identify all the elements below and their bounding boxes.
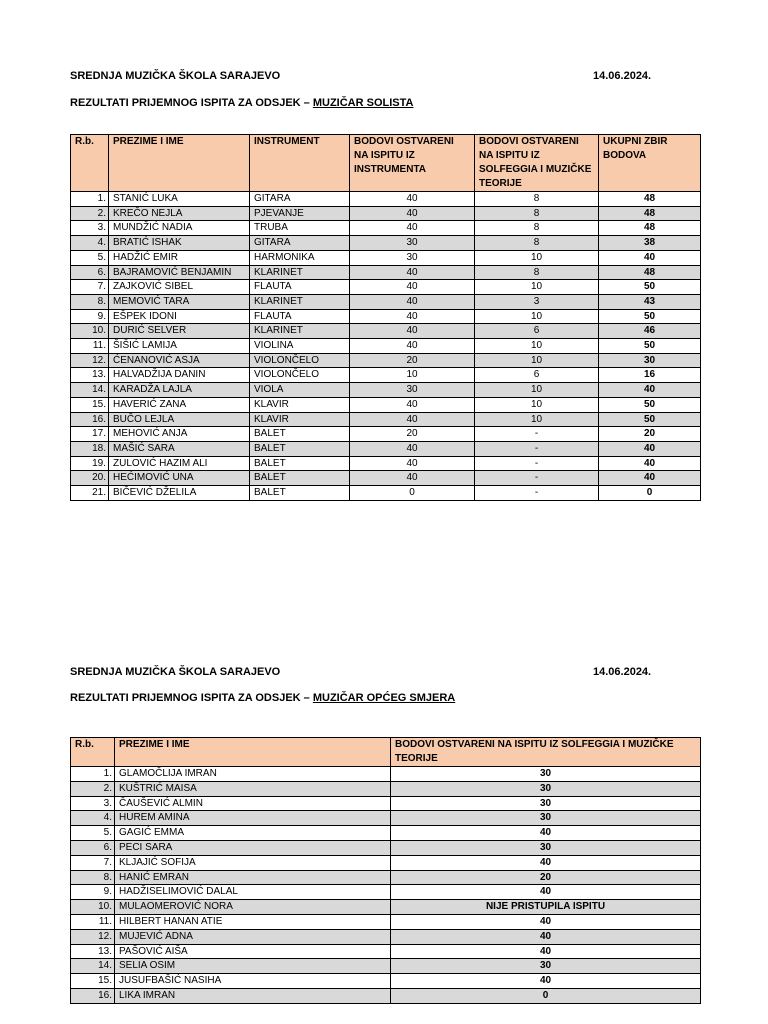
row-number: 12. — [71, 353, 109, 368]
row-number: 9. — [71, 885, 115, 900]
solfeggio-points: 10 — [475, 309, 599, 324]
table-row — [71, 885, 701, 900]
student-name: ĆENANOVIĆ ASJA — [109, 353, 250, 368]
solfeggio-points: 10 — [475, 353, 599, 368]
table-row — [71, 353, 701, 368]
student-name: KUŠTRIĆ MAISA — [115, 781, 391, 796]
table-row — [71, 294, 701, 309]
row-number: 3. — [71, 796, 115, 811]
row-number: 2. — [71, 206, 109, 221]
table-row — [71, 486, 701, 501]
table-row — [71, 944, 701, 959]
row-number: 4. — [71, 236, 109, 251]
solfeggio-points: - — [475, 456, 599, 471]
row-number: 3. — [71, 221, 109, 236]
table-row — [71, 324, 701, 339]
solfeggio-points: 30 — [391, 959, 701, 974]
total-points: 30 — [599, 353, 701, 368]
instrument-points: 40 — [350, 280, 475, 295]
table-row — [71, 412, 701, 427]
solfeggio-points: 8 — [475, 221, 599, 236]
student-name: ZULOVIĆ HAZIM ALI — [109, 456, 250, 471]
total-points: 50 — [599, 280, 701, 295]
instrument-points: 40 — [350, 221, 475, 236]
student-name: HILBERT HANAN ATIE — [115, 914, 391, 929]
solfeggio-points: 40 — [391, 929, 701, 944]
instrument-points: 20 — [350, 427, 475, 442]
solfeggio-points: 10 — [475, 280, 599, 295]
student-name: DURIĆ SELVER — [109, 324, 250, 339]
row-number: 13. — [71, 944, 115, 959]
instrument: KLAVIR — [250, 397, 350, 412]
table-row — [71, 811, 701, 826]
school-name-1: SREDNJA MUZIČKA ŠKOLA SARAJEVO — [70, 70, 281, 82]
table-row — [71, 368, 701, 383]
instrument-points: 30 — [350, 236, 475, 251]
date-2: 14.06.2024. — [593, 666, 652, 678]
table-row — [71, 397, 701, 412]
student-name: MEMOVIĆ TARA — [109, 294, 250, 309]
instrument: KLARINET — [250, 324, 350, 339]
instrument: FLAUTA — [250, 309, 350, 324]
total-points: 46 — [599, 324, 701, 339]
row-number: 18. — [71, 441, 109, 456]
results-title-2 — [70, 692, 455, 704]
row-number: 7. — [71, 280, 109, 295]
solfeggio-points: 40 — [391, 974, 701, 989]
student-name: SELIA OSIM — [115, 959, 391, 974]
row-number: 8. — [71, 870, 115, 885]
table-row — [71, 280, 701, 295]
table-row — [71, 767, 701, 782]
column-header: UKUPNI ZBIR BODOVA — [599, 135, 701, 192]
row-number: 20. — [71, 471, 109, 486]
student-name: KREČO NEJLA — [109, 206, 250, 221]
row-number: 6. — [71, 265, 109, 280]
solfeggio-points: 10 — [475, 339, 599, 354]
table-row — [71, 206, 701, 221]
total-points: 38 — [599, 236, 701, 251]
row-number: 13. — [71, 368, 109, 383]
student-name: MUJEVIĆ ADNA — [115, 929, 391, 944]
student-name: ŠIŠIĆ LAMIJA — [109, 339, 250, 354]
student-name: ZAJKOVIĆ SIBEL — [109, 280, 250, 295]
instrument: VIOLINA — [250, 339, 350, 354]
solfeggio-points: 30 — [391, 781, 701, 796]
instrument-points: 40 — [350, 339, 475, 354]
solfeggio-points: 8 — [475, 192, 599, 207]
solfeggio-points: NIJE PRISTUPILA ISPITU — [391, 900, 701, 915]
table-row — [71, 221, 701, 236]
total-points: 50 — [599, 397, 701, 412]
solfeggio-points: 40 — [391, 885, 701, 900]
row-number: 8. — [71, 294, 109, 309]
solfeggio-points: 30 — [391, 796, 701, 811]
instrument-points: 30 — [350, 250, 475, 265]
instrument-points: 40 — [350, 309, 475, 324]
total-points: 40 — [599, 441, 701, 456]
row-number: 5. — [71, 826, 115, 841]
instrument-points: 20 — [350, 353, 475, 368]
student-name: STANIĆ LUKA — [109, 192, 250, 207]
instrument-points: 40 — [350, 324, 475, 339]
instrument-points: 40 — [350, 471, 475, 486]
row-number: 7. — [71, 855, 115, 870]
table-row — [71, 456, 701, 471]
solfeggio-points: 3 — [475, 294, 599, 309]
table-row — [71, 796, 701, 811]
total-points: 48 — [599, 206, 701, 221]
row-number: 15. — [71, 974, 115, 989]
student-name: GLAMOČLIJA IMRAN — [115, 767, 391, 782]
instrument: BALET — [250, 471, 350, 486]
table-row — [71, 471, 701, 486]
student-name: HADŽIĆ EMIR — [109, 250, 250, 265]
instrument-points: 40 — [350, 294, 475, 309]
solfeggio-points: 40 — [391, 826, 701, 841]
column-header: BODOVI OSTVARENI NA ISPITU IZ INSTRUMENTA — [350, 135, 475, 192]
table-header-row — [71, 738, 701, 767]
department-name: MUZIČAR OPĆEG SMJERA — [312, 692, 456, 704]
row-number: 9. — [71, 309, 109, 324]
table-row — [71, 929, 701, 944]
row-number: 14. — [71, 959, 115, 974]
table-row — [71, 900, 701, 915]
column-header: PREZIME I IME — [109, 135, 250, 192]
student-name: MEHOVIĆ ANJA — [109, 427, 250, 442]
column-header: PREZIME I IME — [115, 738, 391, 767]
student-name: HEĆIMOVIĆ UNA — [109, 471, 250, 486]
student-name: HUREM AMINA — [115, 811, 391, 826]
instrument: KLARINET — [250, 294, 350, 309]
total-points: 20 — [599, 427, 701, 442]
total-points: 50 — [599, 412, 701, 427]
instrument: HARMONIKA — [250, 250, 350, 265]
instrument-points: 0 — [350, 486, 475, 501]
instrument: BALET — [250, 486, 350, 501]
solfeggio-points: - — [475, 441, 599, 456]
instrument: BALET — [250, 456, 350, 471]
instrument-points: 40 — [350, 412, 475, 427]
solfeggio-points: 10 — [475, 397, 599, 412]
solfeggio-points: 30 — [391, 811, 701, 826]
results-title-prefix: REZULTATI PRIJEMNOG ISPITA ZA ODSJEK – — [70, 692, 313, 704]
row-number: 2. — [71, 781, 115, 796]
table-row — [71, 870, 701, 885]
student-name: BRATIĆ ISHAK — [109, 236, 250, 251]
solfeggio-points: 8 — [475, 236, 599, 251]
instrument: BALET — [250, 441, 350, 456]
solfeggio-points: 8 — [475, 265, 599, 280]
row-number: 6. — [71, 840, 115, 855]
row-number: 11. — [71, 914, 115, 929]
total-points: 50 — [599, 309, 701, 324]
date-1: 14.06.2024. — [593, 70, 652, 82]
total-points: 48 — [599, 265, 701, 280]
row-number: 21. — [71, 486, 109, 501]
instrument: GITARA — [250, 236, 350, 251]
table-header-row — [71, 135, 701, 192]
instrument-points: 40 — [350, 265, 475, 280]
instrument: KLAVIR — [250, 412, 350, 427]
column-header: BODOVI OSTVARENI NA ISPITU IZ SOLFEGGIA I MUZIČKE TEORIJE — [475, 135, 599, 192]
student-name: MUNDŽIĆ NADIA — [109, 221, 250, 236]
instrument-points: 10 — [350, 368, 475, 383]
table-row — [71, 192, 701, 207]
table-row — [71, 914, 701, 929]
solfeggio-points: - — [475, 486, 599, 501]
solfeggio-points: 6 — [475, 368, 599, 383]
results-title-1 — [70, 97, 413, 109]
total-points: 40 — [599, 383, 701, 398]
row-number: 16. — [71, 412, 109, 427]
student-name: MAŠIĆ SARA — [109, 441, 250, 456]
table-row — [71, 974, 701, 989]
school-name-2: SREDNJA MUZIČKA ŠKOLA SARAJEVO — [70, 666, 281, 678]
student-name: LIKA IMRAN — [115, 988, 391, 1003]
row-number: 11. — [71, 339, 109, 354]
student-name: JUSUFBAŠIĆ NASIHA — [115, 974, 391, 989]
table-row — [71, 250, 701, 265]
row-number: 12. — [71, 929, 115, 944]
table-row — [71, 383, 701, 398]
instrument-points: 40 — [350, 441, 475, 456]
table-row — [71, 265, 701, 280]
instrument: KLARINET — [250, 265, 350, 280]
solfeggio-points: 10 — [475, 383, 599, 398]
solfeggio-points: 30 — [391, 767, 701, 782]
instrument: PJEVANJE — [250, 206, 350, 221]
row-number: 15. — [71, 397, 109, 412]
instrument: FLAUTA — [250, 280, 350, 295]
results-table-solista — [70, 134, 701, 501]
student-name: HANIĆ EMRAN — [115, 870, 391, 885]
column-header: INSTRUMENT — [250, 135, 350, 192]
student-name: MULAOMEROVIĆ NORA — [115, 900, 391, 915]
instrument: BALET — [250, 427, 350, 442]
student-name: PAŠOVIĆ AIŠA — [115, 944, 391, 959]
table-row — [71, 959, 701, 974]
row-number: 5. — [71, 250, 109, 265]
solfeggio-points: 10 — [475, 250, 599, 265]
solfeggio-points: 10 — [475, 412, 599, 427]
total-points: 43 — [599, 294, 701, 309]
department-name: MUZIČAR SOLISTA — [312, 97, 414, 109]
total-points: 40 — [599, 250, 701, 265]
table-row — [71, 855, 701, 870]
student-name: KARADŽA LAJLA — [109, 383, 250, 398]
solfeggio-points: 40 — [391, 855, 701, 870]
column-header: R.b. — [71, 135, 109, 192]
total-points: 48 — [599, 192, 701, 207]
student-name: HALVADŽIJA DANIN — [109, 368, 250, 383]
solfeggio-points: 8 — [475, 206, 599, 221]
table-row — [71, 988, 701, 1003]
solfeggio-points: 40 — [391, 944, 701, 959]
total-points: 40 — [599, 456, 701, 471]
row-number: 1. — [71, 192, 109, 207]
student-name: HAVERIĆ ZANA — [109, 397, 250, 412]
column-header: BODOVI OSTVARENI NA ISPITU IZ SOLFEGGIA I MUZIČKE TEORIJE — [391, 738, 701, 767]
table-row — [71, 427, 701, 442]
table-row — [71, 826, 701, 841]
solfeggio-points: 40 — [391, 914, 701, 929]
instrument: VIOLONČELO — [250, 353, 350, 368]
column-header: R.b. — [71, 738, 115, 767]
instrument: VIOLA — [250, 383, 350, 398]
instrument-points: 40 — [350, 206, 475, 221]
solfeggio-points: 30 — [391, 840, 701, 855]
row-number: 16. — [71, 988, 115, 1003]
student-name: KLJAJIĆ SOFIJA — [115, 855, 391, 870]
results-title-prefix: REZULTATI PRIJEMNOG ISPITA ZA ODSJEK – — [70, 97, 313, 109]
table-row — [71, 309, 701, 324]
row-number: 14. — [71, 383, 109, 398]
solfeggio-points: 6 — [475, 324, 599, 339]
student-name: EŠPEK IDONI — [109, 309, 250, 324]
total-points: 16 — [599, 368, 701, 383]
instrument-points: 30 — [350, 383, 475, 398]
row-number: 10. — [71, 900, 115, 915]
solfeggio-points: 20 — [391, 870, 701, 885]
results-table-opci-smjer — [70, 737, 701, 1004]
instrument: GITARA — [250, 192, 350, 207]
row-number: 10. — [71, 324, 109, 339]
instrument-points: 40 — [350, 456, 475, 471]
student-name: ČAUŠEVIĆ ALMIN — [115, 796, 391, 811]
student-name: PECI SARA — [115, 840, 391, 855]
instrument: VIOLONČELO — [250, 368, 350, 383]
row-number: 1. — [71, 767, 115, 782]
total-points: 48 — [599, 221, 701, 236]
instrument-points: 40 — [350, 192, 475, 207]
total-points: 50 — [599, 339, 701, 354]
student-name: BUČO LEJLA — [109, 412, 250, 427]
solfeggio-points: - — [475, 427, 599, 442]
table-row — [71, 236, 701, 251]
student-name: GAGIĆ EMMA — [115, 826, 391, 841]
instrument-points: 40 — [350, 397, 475, 412]
table-row — [71, 840, 701, 855]
instrument: TRUBA — [250, 221, 350, 236]
total-points: 0 — [599, 486, 701, 501]
solfeggio-points: - — [475, 471, 599, 486]
row-number: 17. — [71, 427, 109, 442]
student-name: BAJRAMOVIĆ BENJAMIN — [109, 265, 250, 280]
total-points: 40 — [599, 471, 701, 486]
table-row — [71, 339, 701, 354]
row-number: 4. — [71, 811, 115, 826]
solfeggio-points: 0 — [391, 988, 701, 1003]
table-row — [71, 441, 701, 456]
table-row — [71, 781, 701, 796]
student-name: HADŽISELIMOVIĆ DALAL — [115, 885, 391, 900]
row-number: 19. — [71, 456, 109, 471]
student-name: BIČEVIĆ DŽELILA — [109, 486, 250, 501]
